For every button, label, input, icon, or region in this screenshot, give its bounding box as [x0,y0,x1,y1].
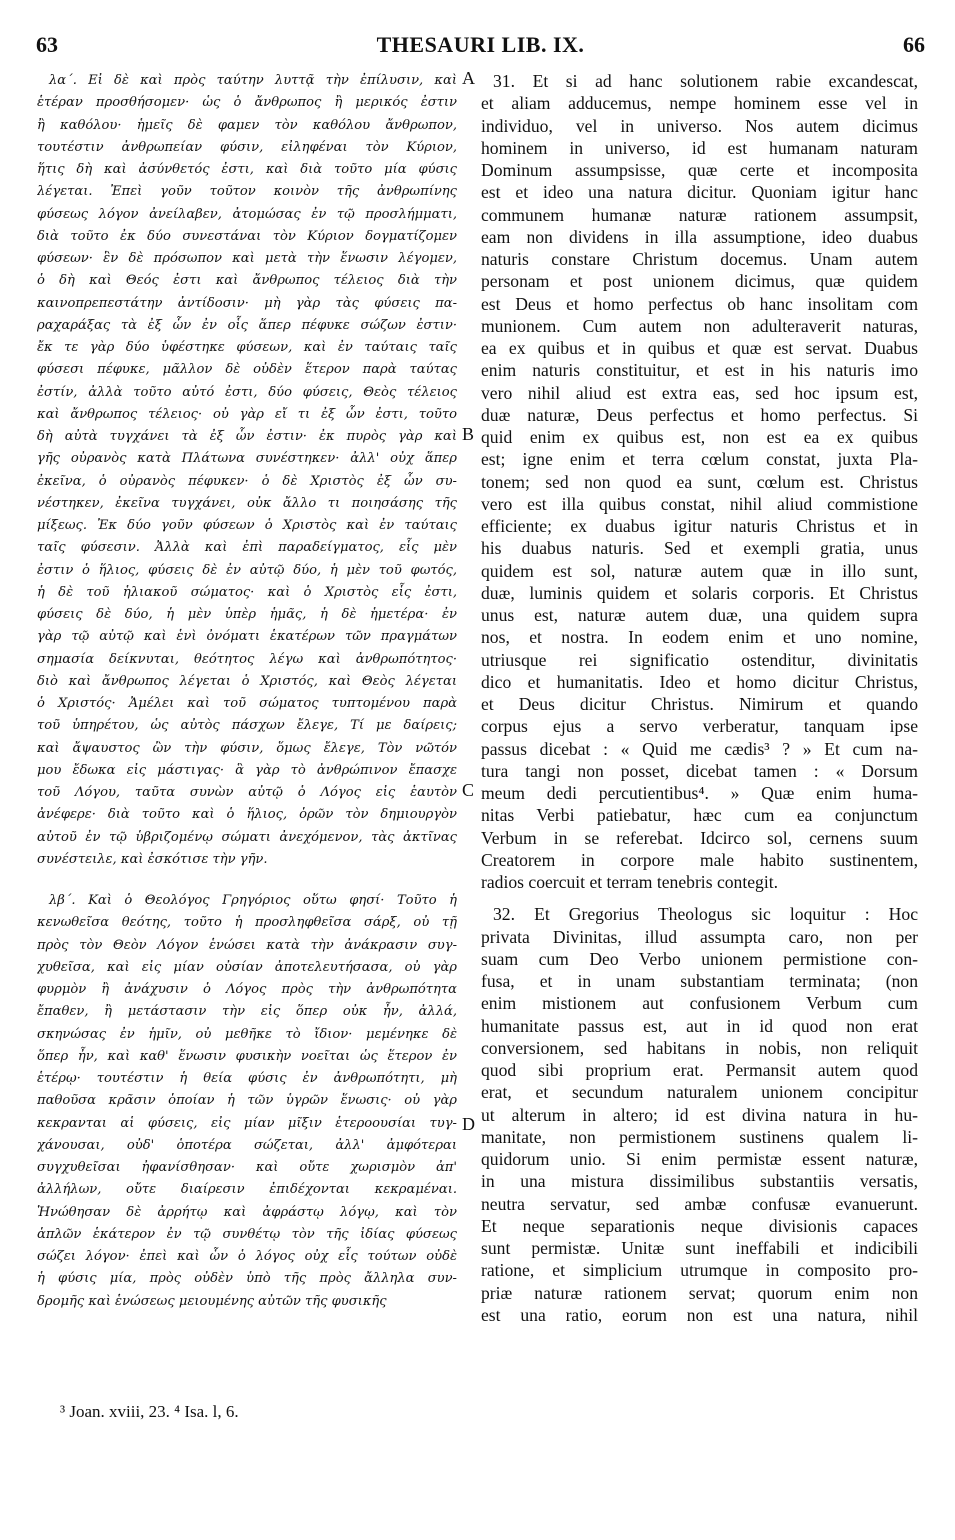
text-line: ἁπλῶν ἑκάτερον ἐν τῷ συνθέτῳ τὸν τῆς ἰδίας φύσεως [37,1226,457,1242]
text-line: Et neque separationis neque divisionis capaces [481,1215,918,1236]
text-line: τοῦ Λόγου, ταῦτα συνὼν αὐτῷ ὁ Λόγος εἰς ἑαυτὸν [37,785,457,800]
text-line: quidorum unio. Si enim permistæ essent naturæ, [481,1149,918,1169]
text-line: κεκρανται αἱ φύσεις, εἰς μίαν μῖξιν ἑτεροουσίαι τυγ- [37,1115,457,1131]
paragraph-gap [37,871,457,890]
text-line: αὐτοῦ ἐν τῷ ὑβριζομένῳ σώματι ἀνεχόμενον, τὰς ἀκτῖνας [37,829,457,845]
text-line: priæ naturæ rationem servat; quorum enim non [481,1282,918,1303]
text-line: manitate, non permistionem sustinens qualem li- [481,1126,918,1147]
text-line: ἔκ τε γὰρ δύο ὑφέστηκε φύσεων, καὶ ἐν ταύταις ταῖς [37,340,457,355]
text-line: καὶ ἄψαυστος ὢν τὴν φύσιν, ὅμως ἔλεγε, Τὸν νῶτόν [37,740,457,756]
text-line: passus dicebat : « Quid me cædis³ ? » Et cum na- [481,738,918,759]
text-line: est Deus et homo perfectus ob hanc insolitam com [481,293,918,314]
text-line: σκηνώσας ἐν ἡμῖν, οὐ μεθῆκε τὸ ἴδιον· μεμένηκε δὲ [37,1026,457,1042]
text-line: δὴ αὐτὰ τυγχάνει τὰ ἐξ ὧν ἐστιν· ἐκ πυρὸς γὰρ καὶ [37,429,457,444]
text-line: et Deus dicitur Christus. Nimirum et quando [481,694,918,714]
text-line: ὁ Χριστός· Ἀμέλει καὶ τοῦ σώματος τυπτομένου παρὰ [37,696,457,711]
text-line: erat, et secundum naturalem unionem concipitur [481,1082,918,1103]
text-line: quid enim ex quibus est, non est ea ex quibus [481,427,918,447]
footnotes: ³ Joan. xviii, 23. ⁴ Isa. l, 6. [60,1402,239,1421]
text-line: συνέστειλε, καὶ ἐσκότισε τὴν γῆν. [37,851,268,867]
text-line: est una ratio, eorum non est una natura, nihil [481,1304,918,1325]
text-line: ἀνέφερε· διὰ τοῦτο καὶ ὁ ἥλιος, ὁρῶν τὸν δημιουργὸν [37,807,457,823]
margin-marker-c: C [462,780,475,800]
text-line: tonem; sed non quod ea sunt, cœlum est. Christus [481,471,918,492]
text-line: φύσεις δὲ δύο, ἡ μὲν ὑπὲρ ἡμᾶς, ἡ δὲ ἡμετέρα· ἐν [37,607,457,622]
text-line: ἔπαθεν, ἢ μετάστασιν τὴν εἰς ὅπερ οὐκ ἦν, ἀλλά, [37,1004,457,1020]
text-line: 32. Et Gregorius Theologus sic loquitur : Hoc [493,904,918,925]
text-line: λέγεται. Ἐπεὶ γοῦν τοῦτον κοινὸν τῆς ἀνθρωπίνης [37,184,457,200]
text-line: φυρμὸν ἢ ἀνάχυσιν ὁ Λόγος πρὸς τὴν ἀνθρωπότητα [37,982,457,997]
text-line: συγχυθεῖσαι ἠφανίσθησαν· καὶ οὔτε χωρισμὸν ἀπ' [37,1160,457,1175]
text-line: enim mistionem aut confusionem Verbum cum [481,993,918,1014]
text-line: σώζει λόγον· ἐπεὶ καὶ ὧν ὁ λόγος οὐχ εἷς τούτων οὐδὲ [37,1249,457,1264]
text-line: Creatorem in corpore male habito sustinentem, [481,849,918,870]
text-line: naturis constare Christum docemus. Unam autem [481,249,918,269]
text-line: et aliam adducemus, nempe hominem esse vel in [481,93,918,114]
text-line: διὸ καὶ ἄνθρωπος λέγεται ὁ Χριστός, καὶ Θεὸς λέγεται [37,673,457,689]
text-line: παθοῦσα κρᾶσιν ὁποίαν ἡ τῶν ὑγρῶν ἕνωσις· οὐ γὰρ [37,1093,457,1109]
text-line: privata Divinitas, illud assumpta caro, non per [481,926,918,947]
text-line: τουτέστιν ἀνθρωπείαν φύσιν, εἰληφέναι τὸν Κύριον, [37,139,457,155]
text-line: ἥτις δὴ καὶ ἀσύνθετός ἐστι, καὶ διὰ τοῦτο μία φύσις [37,162,457,177]
text-line: ea ex quibus et in quibus et quæ est servat. Duabus [481,338,918,358]
text-line: humanitate passus est, aut in id quod non erat [481,1015,918,1036]
text-line: ἡ δὲ τοῦ ἡλιακοῦ σώματος· καὶ ὁ Χριστὸς εἷς ἐστι, [37,584,457,600]
text-line: sunt permistæ. Unitæ sunt ineffabili et indicibili [481,1238,918,1258]
text-line: ἐκεῖνα, ὁ οὐρανὸς πέφυκεν· ὁ δὲ Χριστὸς ἐξ ὧν συ- [37,473,457,489]
text-line: personam et post unionem dicimus, quæ quidem [481,271,918,292]
text-line: ἢ καθόλου· ἡμεῖς δὲ φαμεν τὸν καθόλου ἄνθρωπον, [37,117,457,133]
latin-column [481,70,918,1326]
text-line: λβ΄. Καὶ ὁ Θεολόγος Γρηγόριος οὕτω φησί· Τοῦτο ἡ [49,893,457,908]
text-line: conversionem, sed habitans in nobis, non reliquit [481,1037,918,1058]
text-line: duæ naturæ, Deus perfectus et homo perfectus. Si [481,404,918,425]
text-line: est et ideo una natura dicitur. Quoniam igitur hanc [481,182,918,203]
text-line: χάνουσαι, οὐδ' ὁποτέρα σώζεται, ἀλλ' ἀμφότεραι [37,1137,457,1153]
text-line: ratione, et simplicium utrumque in composito pro- [481,1260,918,1281]
text-line: radios coercuit et terram tenebris contegit. [481,872,779,892]
text-line: ὅπερ ἦν, καὶ καθ' ἕνωσιν φυσικὴν νοεῖται ὡς ἕτερον ἐν [37,1048,457,1064]
text-line: efficiente; ex duabus igitur naturis Christus et in [481,516,918,536]
text-line: eam non dividens in illa assumptione, ideo duabus [481,226,918,247]
text-line: nitas Verbi patiebatur, hæc cum ea conjunctum [481,805,918,826]
text-line: nos, et nostra. In eodem enim et uno nomine, [481,627,918,648]
text-line: hominem in universo, id est humanam naturam [481,137,918,158]
text-line: κενωθεῖσα θεότης, τοῦτο ἡ προσληφθεῖσα σάρξ, οὐ τῇ [37,915,457,931]
text-line: vero est illa quibus constat, nihil aliud commistione [481,493,918,514]
text-line: ταῖς φύσεσιν. Ἀλλὰ καὶ ἐπὶ παραδείγματος, εἷς μὲν [37,540,457,556]
text-line: in una mistura dissimilibus substantiis versatis, [481,1171,918,1192]
text-line: enim naturis constituitur, et est in his naturis imo [481,360,918,381]
text-line: μου ἔδωκα εἰς μάστιγας· ἃ γὰρ τὸ ἀνθρώπινον ἔπασχε [37,762,457,778]
text-line: his duabus naturis. Sed et exempli gratia, unus [481,538,918,559]
text-line: ἐστιν ὁ ἥλιος, φύσεις δὲ ἐν αὐτῷ δύο, ἡ μὲν τοῦ φωτός, [37,562,457,578]
text-line: Ἡνώθησαν δὲ ἀρρήτῳ καὶ ἀφράστῳ λόγῳ, καὶ τὸν [37,1204,457,1220]
text-line: communem humanæ naturæ rationem assumpsit, [481,204,918,225]
text-line: est; igne enim et terra cœlum constat, juxta Pla- [481,449,918,470]
text-line: individuo, vel in universo. Nos autem dicimus [481,115,918,136]
text-line: μίξεως. Ἐκ δύο γοῦν φύσεων ὁ Χριστὸς καὶ ἐν ταύταις [37,518,457,533]
running-title: THESAURI LIB. IX. [376,32,585,57]
text-line: τοῦ ὑπηρέτου, ὡς αὐτὸς πάσχων ἔλεγε, Τί με δαίρεις; [37,718,457,734]
text-line: καινοπρεπεστάτην ἀντίδοσιν· μὴ γὰρ τὰς φύσεις πα- [37,295,457,311]
text-line: munionem. Cum autem non adulteraverit naturas, [481,315,918,336]
text-line: vero nihil aliud est extra eas, sed hoc ipsum est, [481,382,918,403]
page-number-right: 66 [903,32,925,57]
text-line: γὰρ τῷ αὐτῷ καὶ ἑνὶ ὀνόματι ἑκατέρων τῶν πραγμάτων [37,629,457,645]
text-line: ραχαράξας τὰ ἐξ ὧν ἐν οἷς ἅπερ πέφυκε σώζων ἐστιν· [37,317,457,333]
text-line: φύσεως λόγον ἀνείλαβεν, ἀτομώσας ἐν τῷ προσλήμματι, [37,206,457,222]
text-line: ἐστίν, ἀλλὰ τοῦτο αὐτό ἐστι, δύο φύσεις, Θεὸς τέλειος [37,384,457,400]
text-line: fusa, et in unam substantiam terminata; (non [481,971,918,991]
text-line: suam cum Deo Verbo unionem permistione con- [481,948,918,969]
greek-column [37,70,457,1313]
page-number-left: 63 [36,32,58,57]
text-line: λα΄. Εἰ δὲ καὶ πρὸς ταύτην λυττᾷ τὴν ἐπίλυσιν, καὶ [49,73,457,88]
text-line: dico et humanitatis. Ideo et homo dicitur Christus, [481,671,918,692]
text-line: διὰ τοῦτο ἐκ δύο συνεστάναι τὸν Κύριον δογματίζομεν [37,228,457,244]
text-line: utriusque rei significatio ostenditur, divinitatis [481,649,918,670]
text-line: meum dedi percutientibus⁴. » Quæ enim huma- [481,783,918,803]
text-line: quod sibi proprium erat. Permansit autem quod [481,1060,918,1080]
margin-marker-b: B [462,424,475,444]
text-line: 31. Et si ad hanc solutionem rabie excandescat, [493,71,918,91]
text-line: φύσεων· ἓν δὲ πρόσωπον καὶ μετὰ τὴν ἕνωσιν λέγομεν, [37,251,457,266]
text-line: unus est, naturæ autem duæ, una quidem supra [481,605,918,625]
text-line: ἑτέρῳ· τουτέστιν ἡ θεία φύσις ἐν ἀνθρωπότητι, μὴ [37,1071,457,1086]
text-line: χυθεῖσα, καὶ εἰς μίαν οὐσίαν ἀποτελευτήσασα, οὐ γὰρ [37,959,457,975]
text-line: ἡ φύσις μία, πρὸς οὐδὲν ὑπὸ τῆς πρὸς ἄλληλα συν- [37,1271,457,1287]
text-line: σημασία δείκνυται, θεότητος λέγω καὶ ἀνθρωπότητος· [37,651,457,667]
text-line: quidem est sol, naturæ autem quæ in illo sunt, [481,560,918,581]
text-line: νέστηκεν, ἐκεῖνα τυγχάνει, οὐκ ἄλλο τι ποιησάσης τῆς [37,495,457,511]
text-line: Verbum in se referebat. Idcirco sol, cernens suum [481,827,918,848]
text-line: γῆς οὐρανὸς κατὰ Πλάτωνα συνέστηκεν· ἀλλ' οὐχ ἅπερ [37,451,457,467]
text-line: Dominum assumpsisse, quæ certe et incomposita [481,160,918,180]
text-line: tura tangi non posset, dicebat tamen : « Dorsum [481,760,918,781]
text-line: corpus ejus a servo verberatur, tanquam ipse [481,716,918,737]
text-line: ἀλλήλων, οὔτε διαίρεσιν ἐπιδέχονται κεκραμέναι. [37,1182,457,1198]
text-line: καὶ ἄνθρωπος τέλειος· οὐ γὰρ εἴ τι ἐξ ὧν ἐστι, τοῦτο [37,406,457,422]
page-header [36,32,925,62]
text-line: πρὸς τὸν Θεὸν Λόγον ἑνώσει κατὰ τὴν ἀνάκρασιν συγ- [37,937,457,953]
text-line: duæ, luminis quidem et solaris corporis. Et Christus [481,582,918,603]
margin-marker-d: D [462,1114,475,1134]
text-line: φύσεσι πέφυκε, μᾶλλον δὲ οὐδὲν ἕτερον παρὰ ταύτας [37,362,457,378]
text-line: δρομῆς καὶ ἑνώσεως μειουμένης αὐτῶν τῆς φυσικῆς [37,1293,387,1309]
text-line: ὁ δὴ καὶ Θεός ἐστι καὶ ἄνθρωπος τέλειος διὰ τὴν [37,273,457,289]
text-line: ut alterum in altero; id est divina natura in hu- [481,1104,918,1125]
text-line: ἑτέραν προσθήσομεν· ὡς ὁ ἄνθρωπος ἢ μερικός ἐστιν [37,95,457,111]
margin-marker-a: A [462,68,475,88]
text-line: neutra servatur, sed ambæ confusæ evanuerunt. [481,1193,918,1214]
